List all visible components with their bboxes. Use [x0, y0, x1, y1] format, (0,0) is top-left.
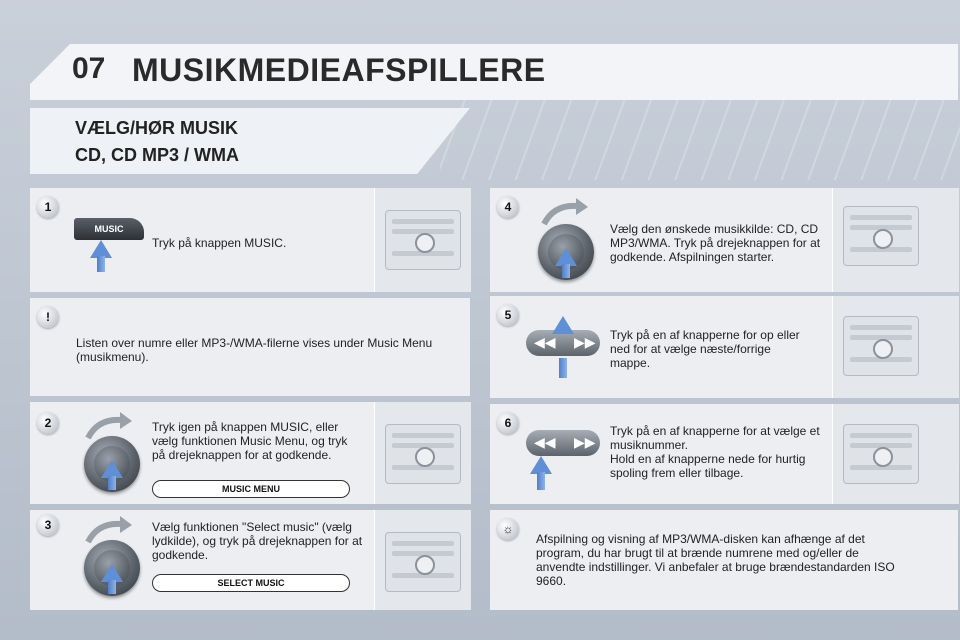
radio-unit — [843, 206, 919, 266]
note-text: Listen over numre eller MP3-/WMA-filerne vises under Music Menu (musikmenu). — [76, 336, 433, 364]
step-3-badge: 3 — [37, 514, 59, 536]
radio-unit — [385, 424, 461, 484]
radio-unit — [843, 424, 919, 484]
step-4-text: Vælg den ønskede musikkilde: CD, CD MP3/WMA. Tryk på drejeknappen for at godkende. Afspilningen starter. — [610, 222, 821, 264]
step-3-text: Vælg funktionen "Select music" (vælg lydkilde), og tryk på drejeknappen for at godkende. — [152, 520, 363, 562]
forward-icon: ▶▶ — [574, 334, 596, 350]
step-6-panel — [490, 404, 958, 504]
radio-unit — [385, 210, 461, 270]
radio-illustration — [374, 402, 471, 504]
radio-unit — [843, 316, 919, 376]
radio-illustration — [374, 510, 471, 610]
step-5-badge: 5 — [497, 304, 519, 326]
note-panel — [30, 298, 470, 396]
chapter-title: MUSIKMEDIEAFSPILLERE — [132, 52, 546, 88]
chapter-number: 07 — [72, 52, 106, 85]
step-2-panel — [30, 402, 470, 504]
tip-panel — [490, 510, 958, 610]
rewind-icon: ◀◀ — [534, 434, 556, 450]
tip-text: Afspilning og visning af MP3/WMA-disken kan afhænge af det program, du har brugt til at brænde numrene med og/eller de anvendte indstillinger. Vi anbefaler at bruge brændestandarden ISO 9660. — [536, 532, 895, 588]
step-6-text-hold: Hold en af knapperne nede for hurtig spoling frem eller tilbage. — [610, 452, 806, 480]
step-2-text: Tryk igen på knappen MUSIC, eller vælg funktionen Music Menu, og tryk på drejeknappen for at godkende. — [152, 420, 348, 462]
step-1-panel — [30, 188, 470, 292]
radio-illustration — [832, 296, 959, 398]
step-2-badge: 2 — [37, 412, 59, 434]
up-arrow-icon — [552, 316, 574, 334]
tip-badge: ☼ — [497, 518, 519, 540]
press-arrow-stem — [108, 476, 116, 490]
rewind-icon: ◀◀ — [534, 334, 556, 350]
press-arrow-stem — [97, 256, 105, 272]
step-5-text: Tryk på en af knapperne for op eller ned for at vælge næste/forrige mappe. — [610, 328, 800, 370]
music-menu-pill: MUSIC MENU — [152, 480, 350, 498]
step-6-badge: 6 — [497, 412, 519, 434]
radio-illustration — [832, 404, 959, 504]
section-title: VÆLG/HØR MUSIK — [75, 118, 239, 138]
radio-unit — [385, 532, 461, 592]
step-4-panel — [490, 188, 958, 292]
section-subtitle: CD, CD MP3 / WMA — [75, 145, 239, 165]
decorative-stripes — [440, 100, 960, 180]
step-4-badge: 4 — [497, 196, 519, 218]
note-badge: ! — [37, 306, 59, 328]
down-arrow-stem — [559, 358, 567, 378]
press-arrow-stem — [562, 264, 570, 278]
press-arrow-stem — [537, 472, 545, 490]
press-arrow-stem — [108, 580, 116, 594]
forward-icon: ▶▶ — [574, 434, 596, 450]
radio-illustration — [832, 188, 959, 292]
step-6-text: Tryk på en af knapperne for at vælge et musiknummer. — [610, 424, 820, 452]
step-1-badge: 1 — [37, 196, 59, 218]
step-6-text-block — [610, 424, 822, 480]
step-1-text: Tryk på knappen MUSIC. — [152, 236, 287, 250]
select-music-pill: SELECT MUSIC — [152, 574, 350, 592]
step-3-panel — [30, 510, 470, 610]
step-5-panel — [490, 296, 958, 398]
radio-illustration — [374, 188, 471, 292]
music-button-icon: MUSIC — [74, 218, 144, 240]
